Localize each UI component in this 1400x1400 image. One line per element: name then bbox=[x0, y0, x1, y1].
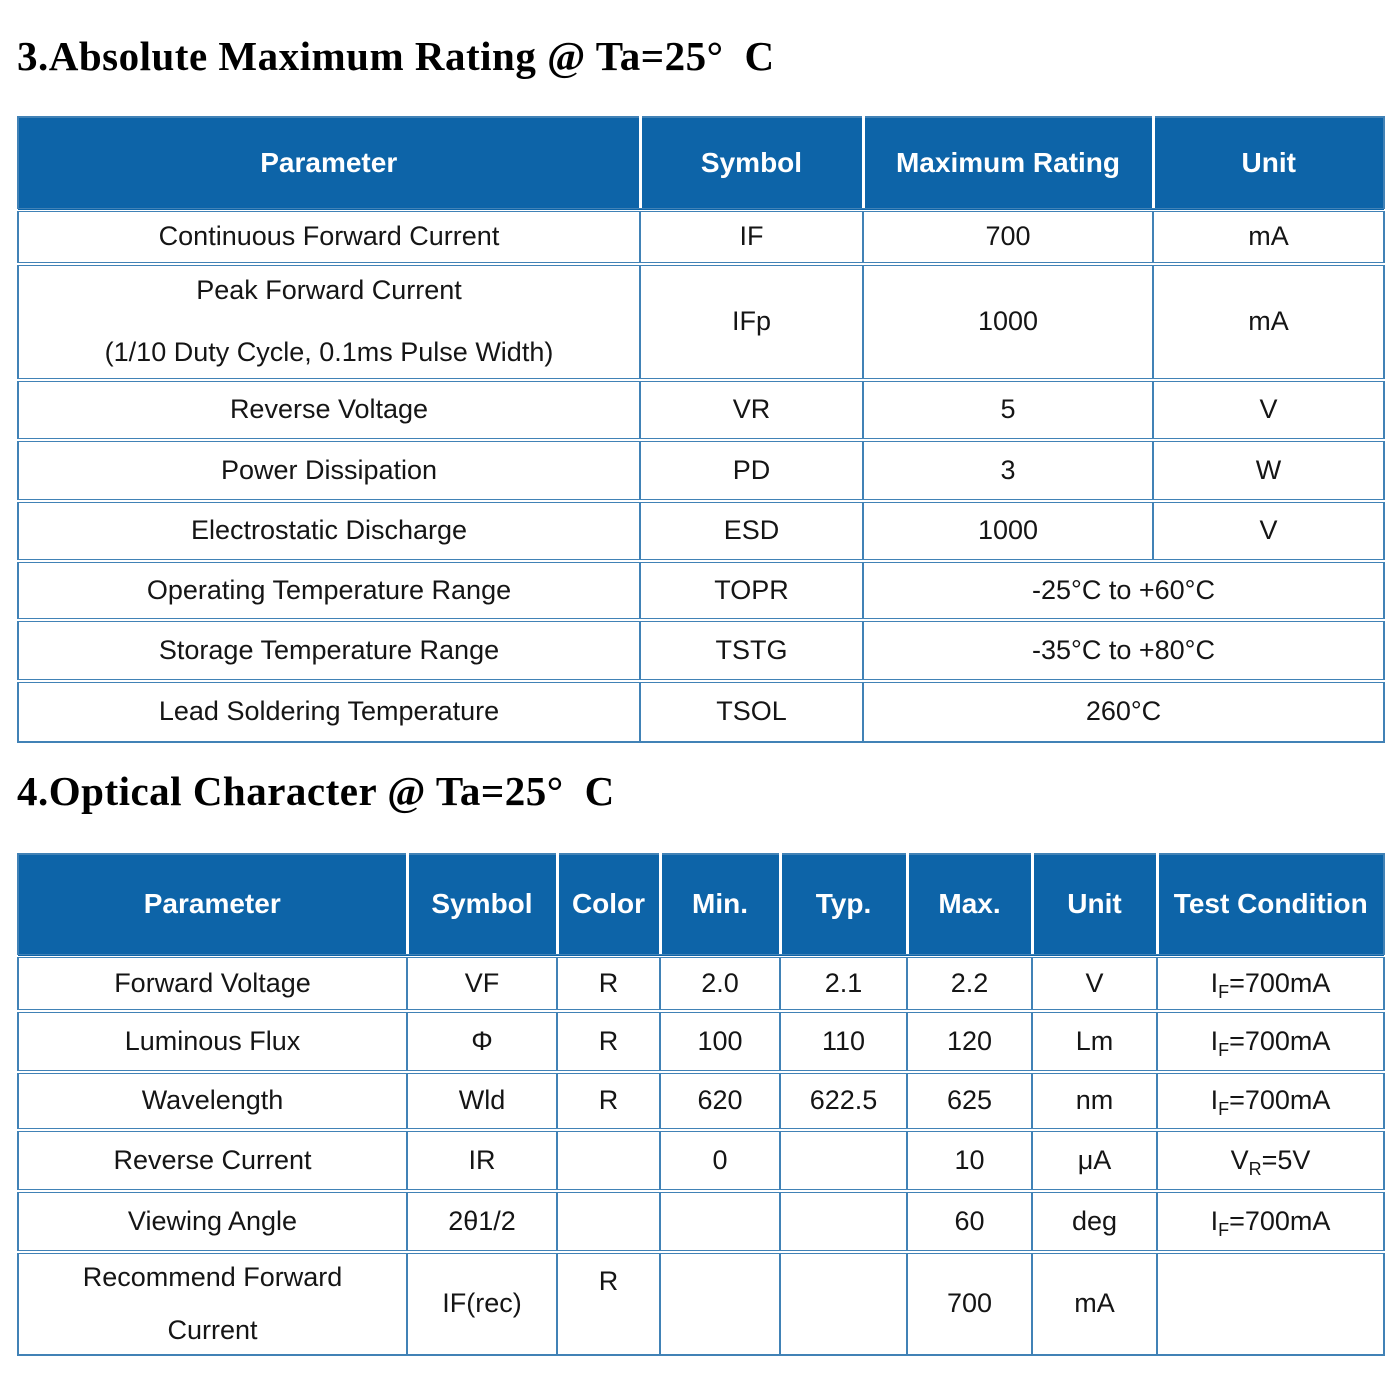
table-row bbox=[18, 956, 1384, 1011]
cell-unit: mA bbox=[1032, 1252, 1157, 1355]
cell-test-condition bbox=[1157, 1130, 1384, 1191]
cell-typ bbox=[780, 1191, 907, 1252]
cell-symbol: TOPR bbox=[640, 561, 863, 620]
section-3-title: 3.Absolute Maximum Rating @ Ta=25° C bbox=[17, 33, 775, 79]
cell-parameter: Storage Temperature Range bbox=[18, 620, 640, 681]
cell-test-condition bbox=[1157, 1011, 1384, 1072]
cell-min bbox=[660, 1191, 780, 1252]
table-row bbox=[18, 1252, 1384, 1355]
tc-subscript: F bbox=[1218, 1219, 1230, 1240]
tc-subscript: F bbox=[1218, 1039, 1230, 1060]
cell-max: 60 bbox=[907, 1191, 1032, 1252]
cell-min: 2.0 bbox=[660, 956, 780, 1011]
header-unit: Unit bbox=[1153, 117, 1384, 210]
table-row bbox=[18, 1191, 1384, 1252]
tc-subscript: F bbox=[1218, 981, 1230, 1002]
header-color: Color bbox=[557, 854, 660, 956]
table-row bbox=[18, 264, 1384, 380]
tc-rest: =700mA bbox=[1229, 1205, 1331, 1236]
cell-symbol: IFp bbox=[640, 264, 863, 380]
cell-typ: 110 bbox=[780, 1011, 907, 1072]
cell-symbol: TSTG bbox=[640, 620, 863, 681]
cell-unit: mA bbox=[1153, 210, 1384, 264]
cell-min bbox=[660, 1252, 780, 1355]
table-row bbox=[18, 440, 1384, 501]
header-parameter: Parameter bbox=[18, 854, 407, 956]
cell-parameter: Lead Soldering Temperature bbox=[18, 681, 640, 742]
table-row bbox=[18, 501, 1384, 561]
cell-symbol: VR bbox=[640, 380, 863, 440]
header-symbol: Symbol bbox=[407, 854, 557, 956]
cell-symbol: IF bbox=[640, 210, 863, 264]
header-typ: Typ. bbox=[780, 854, 907, 956]
cell-parameter: Reverse Current bbox=[18, 1130, 407, 1191]
header-symbol: Symbol bbox=[640, 117, 863, 210]
tc-rest: =700mA bbox=[1229, 967, 1331, 998]
cell-symbol: IF(rec) bbox=[407, 1252, 557, 1355]
tc-main: I bbox=[1210, 1025, 1219, 1056]
cell-max: 700 bbox=[907, 1252, 1032, 1355]
cell-unit: V bbox=[1032, 956, 1157, 1011]
table-header-row bbox=[18, 117, 1384, 210]
cell-parameter: Electrostatic Discharge bbox=[18, 501, 640, 561]
cell-unit: V bbox=[1153, 501, 1384, 561]
cell-unit: deg bbox=[1032, 1191, 1157, 1252]
cell-color bbox=[557, 1130, 660, 1191]
table-header-row bbox=[18, 854, 1384, 956]
cell-color: R bbox=[557, 956, 660, 1011]
cell-unit: W bbox=[1153, 440, 1384, 501]
parameter-line-2: Current bbox=[167, 1314, 258, 1345]
tc-rest: =700mA bbox=[1229, 1085, 1331, 1116]
cell-min: 0 bbox=[660, 1130, 780, 1191]
cell-test-condition bbox=[1157, 1191, 1384, 1252]
cell-parameter: Reverse Voltage bbox=[18, 380, 640, 440]
cell-typ: 2.1 bbox=[780, 956, 907, 1011]
cell-color: R bbox=[557, 1252, 660, 1355]
table-row bbox=[18, 620, 1384, 681]
cell-parameter bbox=[18, 264, 640, 380]
cell-symbol: Wld bbox=[407, 1072, 557, 1130]
cell-typ bbox=[780, 1252, 907, 1355]
table-row bbox=[18, 210, 1384, 264]
cell-rating: 3 bbox=[863, 440, 1153, 501]
cell-rating: 5 bbox=[863, 380, 1153, 440]
absolute-maximum-rating-table bbox=[17, 116, 1385, 743]
cell-typ bbox=[780, 1130, 907, 1191]
cell-rating-merged: -35°C to +80°C bbox=[863, 620, 1384, 681]
tc-rest: =5V bbox=[1261, 1144, 1311, 1175]
cell-unit: V bbox=[1153, 380, 1384, 440]
optical-character-table bbox=[17, 853, 1385, 1356]
header-test-condition: Test Condition bbox=[1157, 854, 1384, 956]
section-4-title: 4.Optical Character @ Ta=25° C bbox=[17, 767, 615, 814]
cell-unit: mA bbox=[1153, 264, 1384, 380]
cell-parameter: Operating Temperature Range bbox=[18, 561, 640, 620]
cell-min: 100 bbox=[660, 1011, 780, 1072]
cell-test-condition bbox=[1157, 956, 1384, 1011]
cell-rating-merged: -25°C to +60°C bbox=[863, 561, 1384, 620]
cell-parameter bbox=[18, 1252, 407, 1355]
cell-symbol: PD bbox=[640, 440, 863, 501]
cell-typ: 622.5 bbox=[780, 1072, 907, 1130]
parameter-line-2: (1/10 Duty Cycle, 0.1ms Pulse Width) bbox=[104, 337, 554, 368]
tc-main: V bbox=[1230, 1144, 1249, 1175]
table-row bbox=[18, 380, 1384, 440]
parameter-line-1: Recommend Forward bbox=[82, 1261, 343, 1292]
tc-main: I bbox=[1210, 1205, 1219, 1236]
cell-color: R bbox=[557, 1011, 660, 1072]
cell-rating-merged: 260°C bbox=[863, 681, 1384, 742]
cell-symbol: 2θ1/2 bbox=[407, 1191, 557, 1252]
cell-parameter: Power Dissipation bbox=[18, 440, 640, 501]
cell-rating: 1000 bbox=[863, 501, 1153, 561]
cell-max: 120 bbox=[907, 1011, 1032, 1072]
table-row bbox=[18, 681, 1384, 742]
table-row bbox=[18, 1072, 1384, 1130]
cell-symbol: IR bbox=[407, 1130, 557, 1191]
cell-parameter: Viewing Angle bbox=[18, 1191, 407, 1252]
table-row bbox=[18, 1130, 1384, 1191]
header-parameter: Parameter bbox=[18, 117, 640, 210]
tc-main: I bbox=[1210, 1085, 1219, 1116]
tc-subscript: F bbox=[1218, 1099, 1230, 1120]
cell-max: 625 bbox=[907, 1072, 1032, 1130]
cell-max: 10 bbox=[907, 1130, 1032, 1191]
header-max: Max. bbox=[907, 854, 1032, 956]
cell-symbol: Φ bbox=[407, 1011, 557, 1072]
tc-subscript: R bbox=[1248, 1158, 1262, 1179]
cell-unit: nm bbox=[1032, 1072, 1157, 1130]
header-unit: Unit bbox=[1032, 854, 1157, 956]
cell-unit: Lm bbox=[1032, 1011, 1157, 1072]
tc-main: I bbox=[1210, 967, 1219, 998]
cell-test-condition bbox=[1157, 1072, 1384, 1130]
cell-parameter: Luminous Flux bbox=[18, 1011, 407, 1072]
cell-color: R bbox=[557, 1072, 660, 1130]
cell-rating: 1000 bbox=[863, 264, 1153, 380]
cell-max: 2.2 bbox=[907, 956, 1032, 1011]
cell-test-condition bbox=[1157, 1252, 1384, 1355]
cell-symbol: VF bbox=[407, 956, 557, 1011]
cell-symbol: TSOL bbox=[640, 681, 863, 742]
cell-symbol: ESD bbox=[640, 501, 863, 561]
cell-unit: μA bbox=[1032, 1130, 1157, 1191]
cell-parameter: Continuous Forward Current bbox=[18, 210, 640, 264]
tc-rest: =700mA bbox=[1229, 1025, 1331, 1056]
cell-color bbox=[557, 1191, 660, 1252]
cell-parameter: Wavelength bbox=[18, 1072, 407, 1130]
table-row bbox=[18, 561, 1384, 620]
header-min: Min. bbox=[660, 854, 780, 956]
cell-min: 620 bbox=[660, 1072, 780, 1130]
header-maximum-rating: Maximum Rating bbox=[863, 117, 1153, 210]
cell-rating: 700 bbox=[863, 210, 1153, 264]
cell-parameter: Forward Voltage bbox=[18, 956, 407, 1011]
table-row bbox=[18, 1011, 1384, 1072]
parameter-line-1: Peak Forward Current bbox=[196, 275, 462, 306]
